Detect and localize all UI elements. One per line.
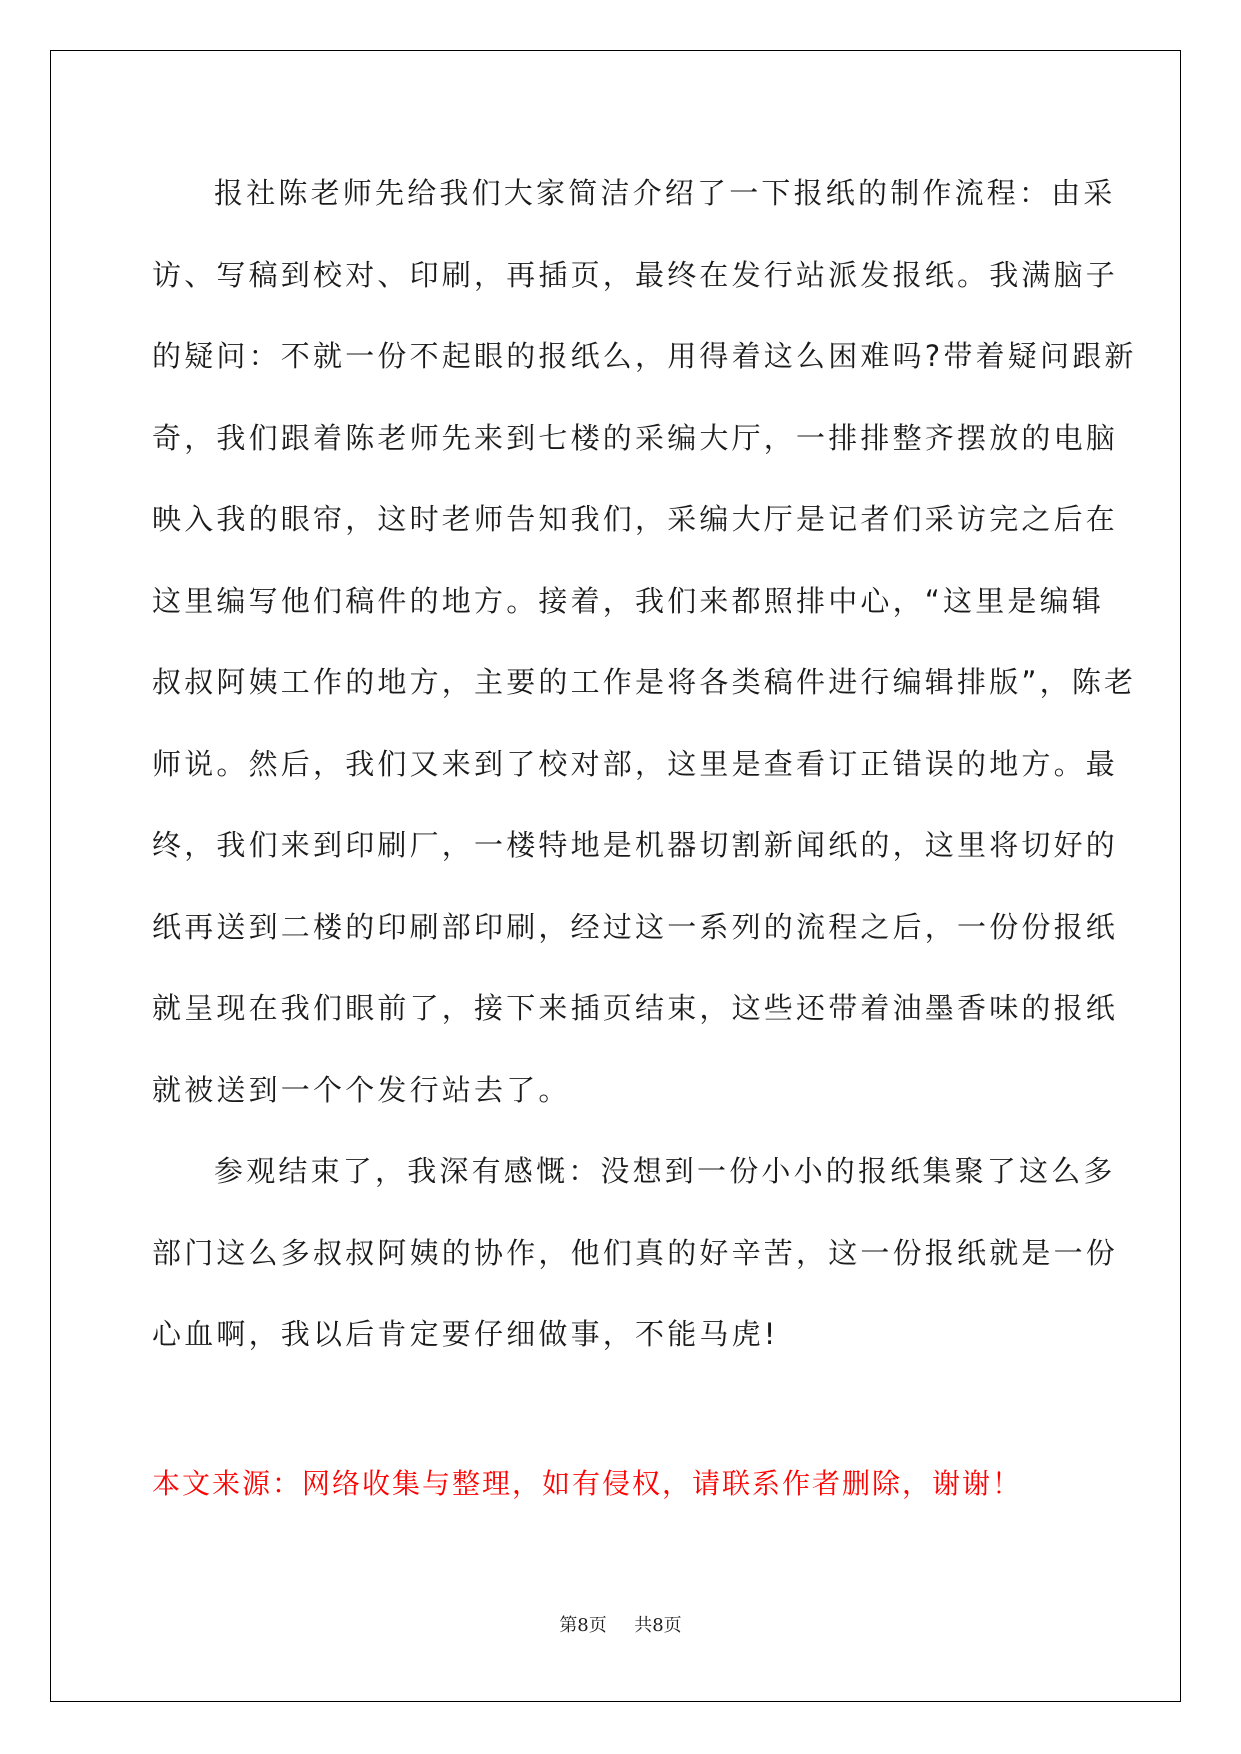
text-line: 纸再送到二楼的印刷部印刷，经过这一系列的流程之后，一份份报纸 [152, 909, 1119, 944]
article-body [152, 163, 1137, 1386]
page-number-current: 第8页 [559, 1615, 607, 1636]
page-number-total: 共8页 [634, 1615, 682, 1636]
page-footer [0, 1614, 1241, 1638]
source-disclaimer: 本文来源：网络收集与整理，如有侵权，请联系作者删除，谢谢！ [152, 1467, 1023, 1500]
text-line: 的疑问：不就一份不起眼的报纸么，用得着这么困难吗?带着疑问跟新 [152, 339, 1137, 373]
text-line: 就被送到一个个发行站去了。 [152, 1072, 571, 1107]
text-line: 终，我们来到印刷厂，一楼特地是机器切割新闻纸的，这里将切好的 [152, 828, 1119, 862]
paragraph-1 [152, 163, 1137, 1141]
text-line: 映入我的眼帘，这时老师告知我们，采编大厅是记者们采访完之后在 [152, 502, 1119, 536]
text-line: 奇，我们跟着陈老师先来到七楼的采编大厅，一排排整齐摆放的电脑 [152, 420, 1119, 455]
text-line: 访、写稿到校对、印刷，再插页，最终在发行站派发报纸。我满脑子 [152, 257, 1119, 292]
text-line: 这里编写他们稿件的地方。接着，我们来都照排中心，“这里是编辑 [152, 583, 1105, 618]
text-line: 心血啊，我以后肯定要仔细做事，不能马虎! [152, 1317, 779, 1351]
text-line: 叔叔阿姨工作的地方，主要的工作是将各类稿件进行编辑排版”，陈老 [152, 665, 1137, 699]
paragraph-2 [152, 1141, 1119, 1386]
text-line: 师说。然后，我们又来到了校对部，这里是查看订正错误的地方。最 [152, 746, 1119, 781]
text-line: 部门这么多叔叔阿姨的协作，他们真的好辛苦，这一份报纸就是一份 [152, 1235, 1119, 1270]
text-line: 就呈现在我们眼前了，接下来插页结束，这些还带着油墨香味的报纸 [152, 991, 1119, 1025]
text-line: 报社陈老师先给我们大家简洁介绍了一下报纸的制作流程：由采 [214, 176, 1116, 210]
text-line: 参观结束了，我深有感慨：没想到一份小小的报纸集聚了这么多 [214, 1154, 1116, 1188]
